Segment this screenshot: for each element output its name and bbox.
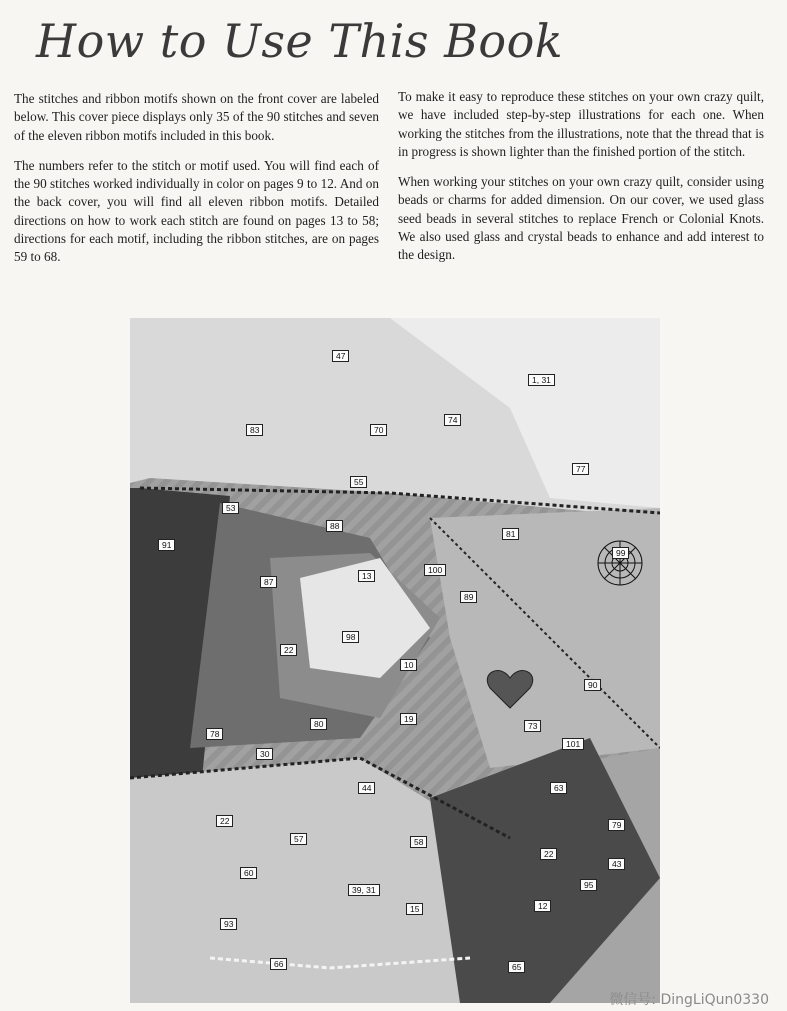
motif-label: 22 bbox=[216, 815, 233, 827]
motif-label: 74 bbox=[444, 414, 461, 426]
numbers-paragraph: The numbers refer to the stitch or motif used. You will find each of the 90 stitches worked individually in color on pages 9 to 12. And on the back cover, you will find all eleven ribbon motifs. Detailed directions on how to work each stitch are found on pages 13 to 58; directions for each motif, including the ribbon stitches, are on pages 59 to 68. bbox=[14, 157, 379, 265]
motif-label: 63 bbox=[550, 782, 567, 794]
watermark: 微信号: DingLiQun0330 bbox=[609, 992, 769, 1008]
motif-label: 80 bbox=[310, 718, 327, 730]
motif-label: 99 bbox=[612, 547, 629, 559]
motif-label: 79 bbox=[608, 819, 625, 831]
motif-label: 22 bbox=[280, 644, 297, 656]
crazy-quilt-photo bbox=[130, 318, 660, 1003]
motif-label: 98 bbox=[342, 631, 359, 643]
motif-label: 43 bbox=[608, 858, 625, 870]
motif-label: 66 bbox=[270, 958, 287, 970]
motif-label: 10 bbox=[400, 659, 417, 671]
motif-label: 78 bbox=[206, 728, 223, 740]
beads-paragraph: When working your stitches on your own crazy quilt, consider using beads or charms for added dimension. On our cover, we used glass seed beads in several stitches to replace French or Colonial Knots. We also used glass and crystal beads to enhance and add interest to the design. bbox=[398, 174, 764, 263]
motif-label: 65 bbox=[508, 961, 525, 973]
motif-label: 13 bbox=[358, 570, 375, 582]
motif-label: 100 bbox=[424, 564, 446, 576]
motif-label: 70 bbox=[370, 424, 387, 436]
motif-label: 1, 31 bbox=[528, 374, 555, 386]
motif-label: 88 bbox=[326, 520, 343, 532]
motif-label: 53 bbox=[222, 502, 239, 514]
motif-label: 22 bbox=[540, 848, 557, 860]
motif-label: 95 bbox=[580, 879, 597, 891]
motif-label: 90 bbox=[584, 679, 601, 691]
motif-label: 91 bbox=[158, 539, 175, 551]
motif-label: 57 bbox=[290, 833, 307, 845]
motif-label: 58 bbox=[410, 836, 427, 848]
motif-label: 15 bbox=[406, 903, 423, 915]
motif-label: 93 bbox=[220, 918, 237, 930]
motif-label: 19 bbox=[400, 713, 417, 725]
motif-label: 55 bbox=[350, 476, 367, 488]
motif-label: 39, 31 bbox=[348, 884, 380, 896]
right-column bbox=[398, 88, 764, 277]
motif-label: 47 bbox=[332, 350, 349, 362]
motif-label: 12 bbox=[534, 900, 551, 912]
motif-label: 81 bbox=[502, 528, 519, 540]
quilt-illustration bbox=[130, 318, 660, 1003]
left-column bbox=[14, 90, 379, 279]
motif-label: 44 bbox=[358, 782, 375, 794]
intro-paragraph: The stitches and ribbon motifs shown on the front cover are labeled below. This cover piece displays only 35 of the 90 stitches and seven of the eleven ribbon motifs included in this book. bbox=[14, 91, 379, 143]
illustrations-paragraph: To make it easy to reproduce these stitches on your own crazy quilt, we have included step-by-step illustrations for each one. When working the stitches from the illustrations, note that the thread that is in progress is shown lighter than the finished portion of the stitch. bbox=[398, 89, 764, 159]
motif-label: 77 bbox=[572, 463, 589, 475]
motif-label: 101 bbox=[562, 738, 584, 750]
motif-label: 73 bbox=[524, 720, 541, 732]
motif-label: 87 bbox=[260, 576, 277, 588]
page-title: How to Use This Book bbox=[36, 14, 564, 68]
motif-label: 83 bbox=[246, 424, 263, 436]
motif-label: 60 bbox=[240, 867, 257, 879]
motif-label: 89 bbox=[460, 591, 477, 603]
motif-label: 30 bbox=[256, 748, 273, 760]
